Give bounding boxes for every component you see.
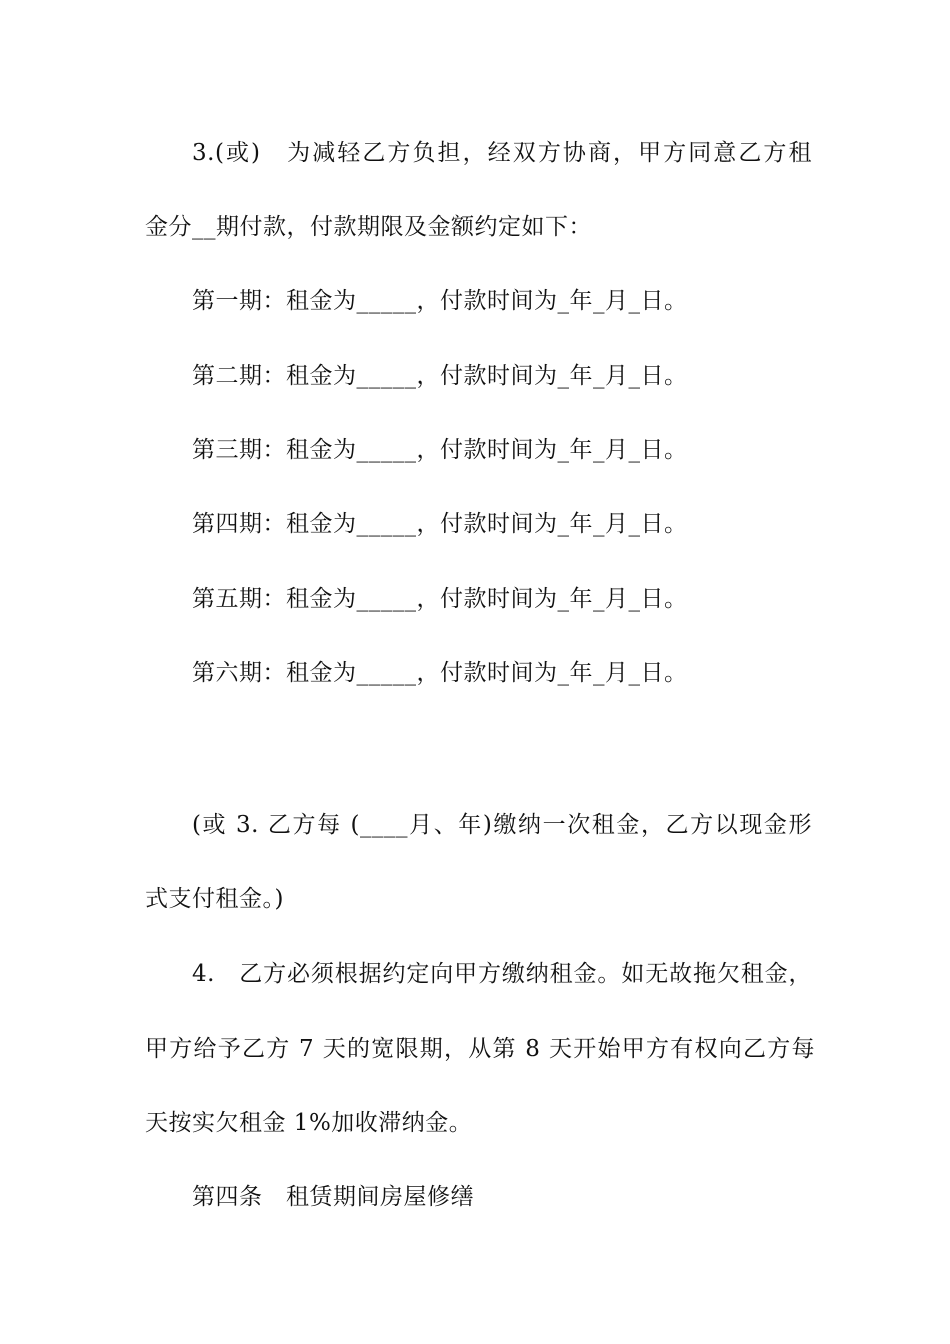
clause-4-line-2: 甲方给予乙方 7 天的宽限期，从第 8 天开始甲方有权向乙方每 [145,1036,815,1062]
installment-clause-line-2: 金分__期付款，付款期限及金额约定如下： [145,214,592,240]
installment-clause-line-1: 3.(或) 为减轻乙方负担，经双方协商，甲方同意乙方租 [192,140,812,166]
clause-4-line-1: 4. 乙方必须根据约定向甲方缴纳租金。如无故拖欠租金， [192,961,812,987]
period-6-line: 第六期：租金为_____，付款时间为_年_月_日。 [192,660,688,686]
period-3-line: 第三期：租金为_____，付款时间为_年_月_日。 [192,437,688,463]
alternative-clause-line-2: 式支付租金。) [145,886,284,912]
period-2-line: 第二期：租金为_____，付款时间为_年_月_日。 [192,363,688,389]
period-5-line: 第五期：租金为_____，付款时间为_年_月_日。 [192,586,688,612]
clause-4-line-3: 天按实欠租金 1%加收滞纳金。 [145,1110,473,1136]
article-4-heading: 第四条 租赁期间房屋修缮 [192,1184,474,1210]
alternative-clause-line-1: (或 3. 乙方每 (____月、年)缴纳一次租金，乙方以现金形 [192,812,812,838]
period-4-line: 第四期：租金为_____，付款时间为_年_月_日。 [192,511,688,537]
period-1-line: 第一期：租金为_____，付款时间为_年_月_日。 [192,288,688,314]
